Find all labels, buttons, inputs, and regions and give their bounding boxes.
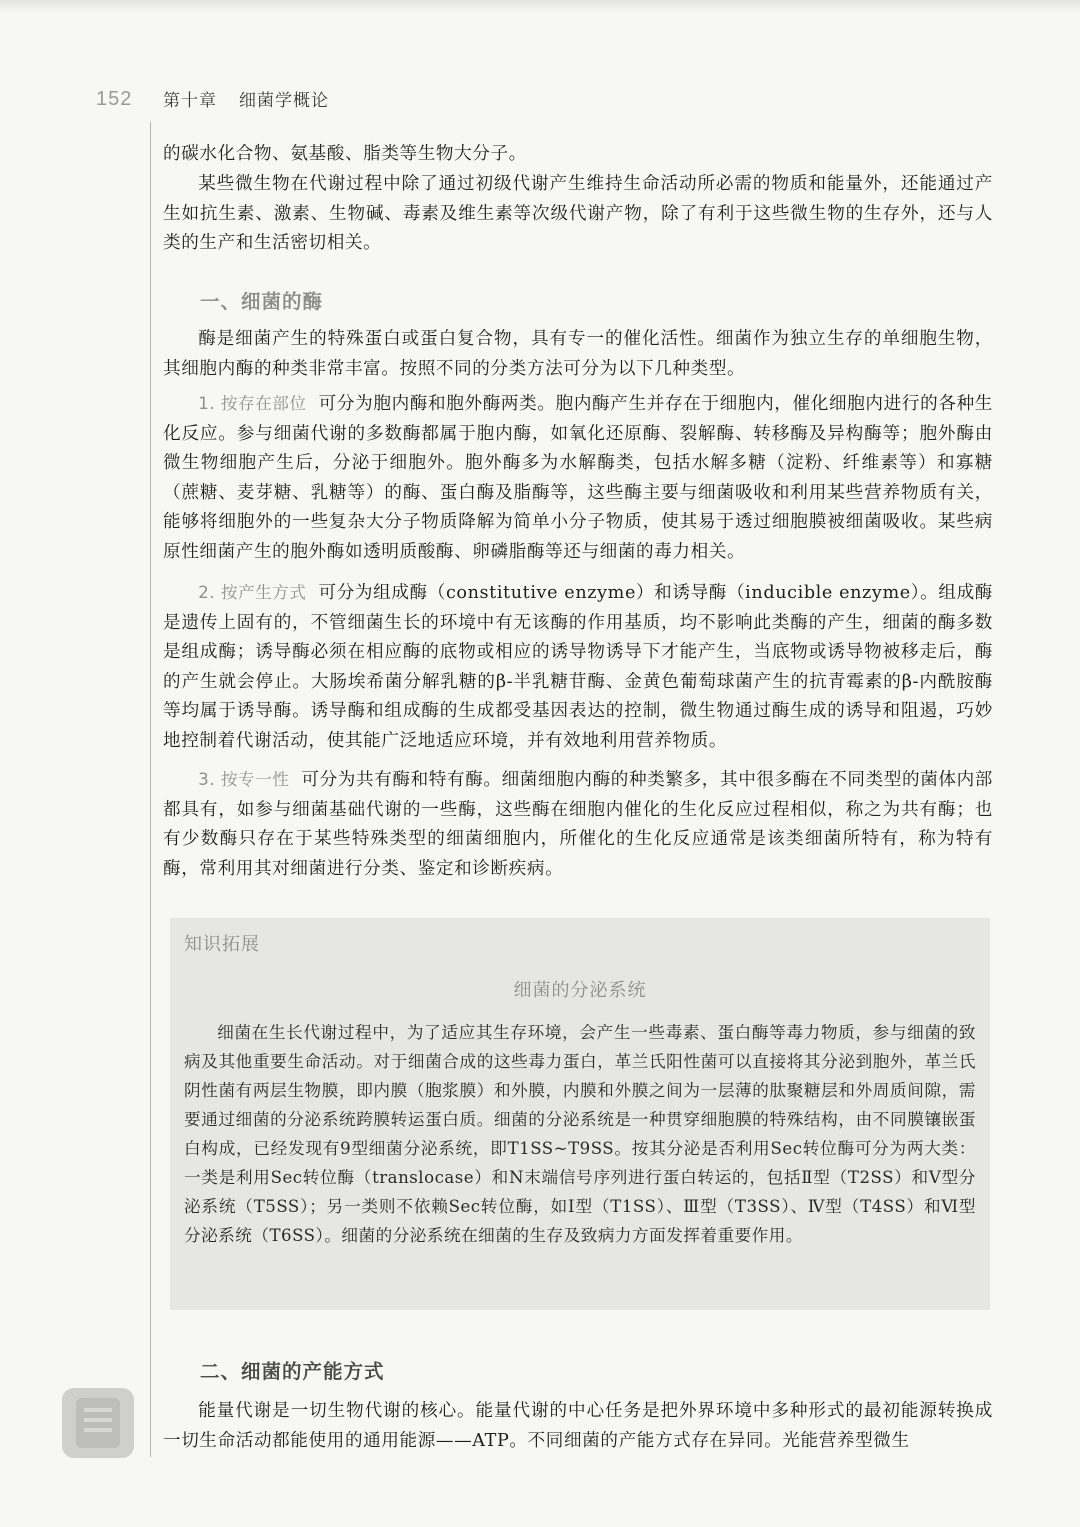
knowledge-box-body: 细菌在生长代谢过程中，为了适应其生存环境，会产生一些毒素、蛋白酶等毒力物质，参与细菌的致病及其他重要生命活动。对于细菌合成的这些毒力蛋白，革兰氏阳性菌可以直接将其分泌到胞外，革兰氏阴性菌有两层生物膜，即内膜（胞浆膜）和外膜，内膜和外膜之间为一层薄的肽聚糖层和外周质间隙，需要通过细菌的分泌系统跨膜转运蛋白质。细菌的分泌系统是一种贯穿细胞膜的特殊结构，由不同膜镶嵌蛋白构成，已经发现有9型细菌分泌系统，即T1SS~T9SS。按其分泌是否利用Sec转位酶可分为两大类：一类是利用Sec转位酶（translocase）和N末端信号序列进行蛋白转运的，包括Ⅱ型（T2SS）和Ⅴ型分泌系统（T5SS）；另一类则不依赖Sec转位酶，如Ⅰ型（T1SS）、Ⅲ型（T3SS）、Ⅳ型（T4SS）和Ⅵ型分泌系统（T6SS）。细菌的分泌系统在细菌的生存及致病力方面发挥着重要作用。	[184, 1023, 976, 1245]
subheading-by-specificity: 3. 按专一性	[198, 770, 290, 789]
running-head	[163, 86, 351, 111]
paragraph-secondary-metabolism: 某些微生物在代谢过程中除了通过初级代谢产生维持生命活动所必需的物质和能量外，还能通过产生如抗生素、激素、生物碱、毒素及维生素等次级代谢产物，除了有利于这些微生物的生存外，还与人类的生产和生活密切相关。	[163, 174, 993, 253]
knowledge-box-title: 细菌的分泌系统	[513, 980, 647, 1001]
book-tab-icon	[62, 1388, 134, 1458]
knowledge-box-label: 知识拓展	[184, 934, 260, 955]
knowledge-extension-box	[170, 918, 990, 1310]
by-location-text: 可分为胞内酶和胞外酶两类。胞内酶产生并存在于细胞内，催化细胞内进行的各种生化反应。参与细菌代谢的多数酶都属于胞内酶，如氧化还原酶、裂解酶、转移酶及异构酶等；胞外酶由微生物细胞产生后，分泌于细胞外。胞外酶多为水解酶类，包括水解多糖（淀粉、纤维素等）和寡糖（蔗糖、麦芽糖、乳糖等）的酶、蛋白酶及脂酶等，这些酶主要与细菌吸收和利用某些营养物质有关，能够将细胞外的一些复杂大分子物质降解为简单小分子物质，使其易于透过细胞膜被细菌吸收。某些病原性细菌产生的胞外酶如透明质酸酶、卵磷脂酶等还与细菌的毒力相关。	[163, 394, 993, 562]
section-heading-energy: 二、细菌的产能方式	[200, 1360, 385, 1383]
by-production-text: 可分为组成酶（constitutive enzyme）和诱导酶（inducible enzyme）。组成酶是遗传上固有的，不管细菌生长的环境中有无该酶的作用基质，均不影响此类酶的产生，细菌的酶多数是组成酶；诱导酶必须在相应酶的底物或相应的诱导物诱导下才能产生，当底物或诱导物被移走后，酶的产生就会停止。大肠埃希菌分解乳糖的β-半乳糖苷酶、金黄色葡萄球菌产生的抗青霉素的β-内酰胺酶等均属于诱导酶。诱导酶和组成酶的生成都受基因表达的控制，微生物通过酶生成的诱导和阻遏，巧妙地控制着代谢活动，使其能广泛地适应环境，并有效地利用营养物质。	[163, 583, 993, 751]
paragraph-enzymes-intro: 酶是细菌产生的特殊蛋白或蛋白复合物，具有专一的催化活性。细菌作为独立生存的单细胞生物，其细胞内酶的种类非常丰富。按照不同的分类方法可分为以下几种类型。	[163, 329, 993, 379]
chapter-title: 细菌学概论	[239, 91, 329, 111]
page-number: 152	[96, 88, 133, 110]
subheading-by-production: 2. 按产生方式	[198, 583, 307, 602]
paragraph-continuation: 的碳水化合物、氨基酸、脂类等生物大分子。	[163, 144, 527, 164]
paragraph-by-production	[163, 578, 993, 756]
paragraph-by-specificity	[163, 765, 993, 884]
scan-top-edge	[0, 0, 1080, 14]
margin-rule	[150, 122, 151, 1457]
paragraph-energy-metabolism: 能量代谢是一切生物代谢的核心。能量代谢的中心任务是把外界环境中多种形式的最初能源转换成一切生命活动都能使用的通用能源——ATP。不同细菌的产能方式存在异同。光能营养型微生	[163, 1401, 993, 1451]
chapter-number: 第十章	[163, 91, 217, 111]
paragraph-by-location	[163, 389, 993, 567]
by-specificity-text: 可分为共有酶和特有酶。细菌细胞内酶的种类繁多，其中很多酶在不同类型的菌体内部都具有，如参与细菌基础代谢的一些酶，这些酶在细胞内催化的生化反应过程相似，称之为共有酶；也有少数酶只存在于某些特殊类型的细菌细胞内，所催化的生化反应通常是该类细菌所特有，称为特有酶，常利用其对细菌进行分类、鉴定和诊断疾病。	[163, 770, 993, 879]
section-heading-enzymes: 一、细菌的酶	[200, 290, 324, 313]
subheading-by-location: 1. 按存在部位	[198, 394, 307, 413]
